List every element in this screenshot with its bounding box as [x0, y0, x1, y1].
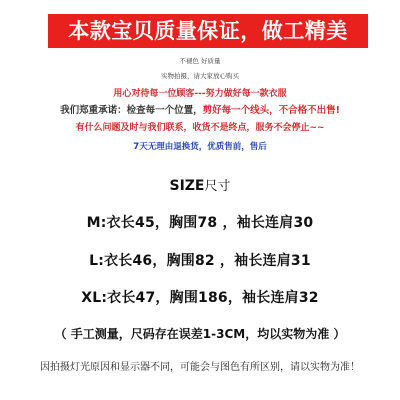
- service-line: 7天无理由退换货，优质售前，售后: [133, 142, 267, 152]
- quality-promise: [0, 102, 400, 116]
- size-heading: [0, 175, 400, 194]
- quality-tag: 不褪色 好质量: [179, 57, 221, 65]
- size-row-l: L:衣长46，胸围82 ，袖长连肩31: [89, 253, 311, 269]
- title-banner: 本款宝贝质量保证，做工精美: [48, 14, 368, 48]
- size-row-xl: XL:衣长47，胸围186，袖长连肩32: [81, 290, 319, 306]
- measurement-note: （ 手工测量，尺码存在误差1-3CM，均以实物为准 ）: [54, 327, 346, 341]
- promise-highlight: 剪好每一个线头，不合格不出售!: [202, 105, 340, 116]
- contact-line: 有什么问题及时与我们联系，收货不是终点，服务不会停止~~: [75, 123, 325, 133]
- size-row-m: M:衣长45，胸围78 ，袖长连肩30: [86, 215, 314, 231]
- size-heading-unit: 尺寸: [204, 179, 231, 194]
- size-heading-label: SIZE: [169, 178, 205, 194]
- color-disclaimer: 因拍摄灯光原因和显示器不同，可能会与图色有所区别，请以实物为准！: [40, 362, 360, 373]
- real-photo-tag: 实物拍摄，请大家放心购买: [161, 72, 239, 80]
- promise-prefix: 我们郑重承诺：检查每一个位置，: [60, 105, 203, 116]
- customer-slogan: 用心对待每一位顾客---努力做好每一款衣服: [113, 89, 287, 99]
